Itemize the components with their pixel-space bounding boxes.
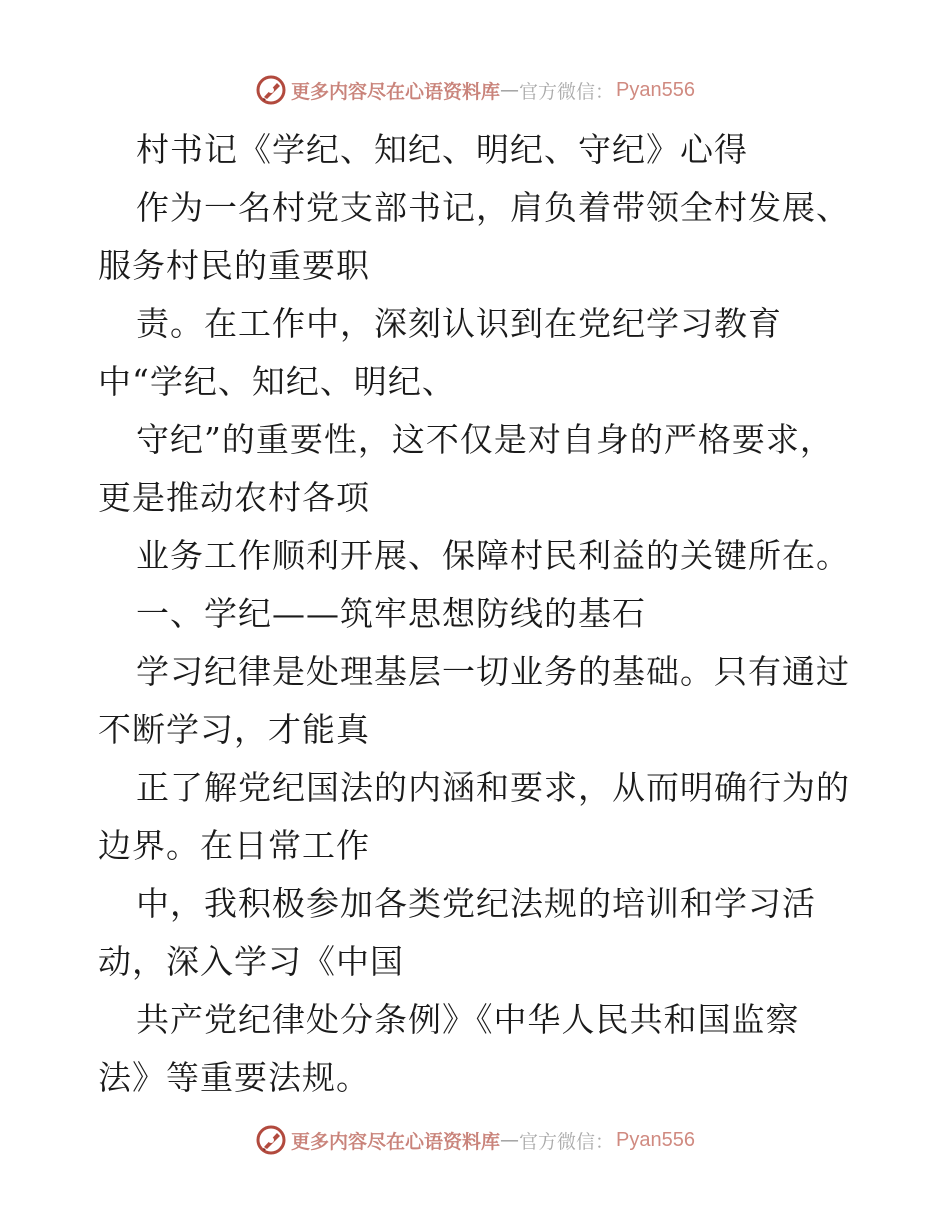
quill-pen-logo-icon [255, 74, 287, 106]
document-body [98, 121, 858, 1107]
promo-text: 更多内容尽在心语资料库 [291, 80, 501, 103]
wechat-id: Pyan556 [616, 78, 695, 101]
paragraph-line: 边界。在日常工作 [98, 826, 370, 865]
paragraph-line: 中“学纪、知纪、明纪、 [98, 362, 456, 401]
paragraph-line: 学习纪律是处理基层一切业务的基础。只有通过 [136, 652, 850, 691]
paragraph-line: 更是推动农村各项 [98, 478, 370, 517]
document-title: 村书记《学纪、知纪、明纪、守纪》心得 [136, 130, 748, 169]
paragraph-line: 动，深入学习《中国 [98, 942, 404, 981]
wechat-id: Pyan556 [616, 1128, 695, 1151]
paragraph-line: 服务村民的重要职 [98, 246, 370, 285]
wechat-label: 官方微信： [519, 80, 615, 103]
paragraph-line: 法》等重要法规。 [98, 1058, 370, 1097]
paragraph-line: 正了解党纪国法的内涵和要求，从而明确行为的 [136, 768, 850, 807]
footer-banner [0, 1120, 950, 1160]
paragraph-line: 守纪”的重要性，这不仅是对自身的严格要求， [136, 420, 834, 459]
promo-text: 更多内容尽在心语资料库 [291, 1130, 501, 1153]
paragraph-line: 共产党纪律处分条例》《中华人民共和国监察 [136, 1000, 800, 1039]
header-banner [0, 70, 950, 110]
separator: — [500, 1129, 520, 1151]
quill-pen-logo-icon [255, 1124, 287, 1156]
paragraph-line: 业务工作顺利开展、保障村民利益的关键所在。 [136, 536, 850, 575]
paragraph-line: 作为一名村党支部书记，肩负着带领全村发展、 [136, 188, 850, 227]
section-heading: 一、学纪——筑牢思想防线的基石 [136, 594, 646, 633]
separator: — [500, 79, 520, 101]
wechat-label: 官方微信： [519, 1130, 615, 1153]
paragraph-line: 责。在工作中，深刻认识到在党纪学习教育 [136, 304, 782, 343]
paragraph-line: 不断学习，才能真 [98, 710, 370, 749]
paragraph-line: 中，我积极参加各类党纪法规的培训和学习活 [136, 884, 816, 923]
